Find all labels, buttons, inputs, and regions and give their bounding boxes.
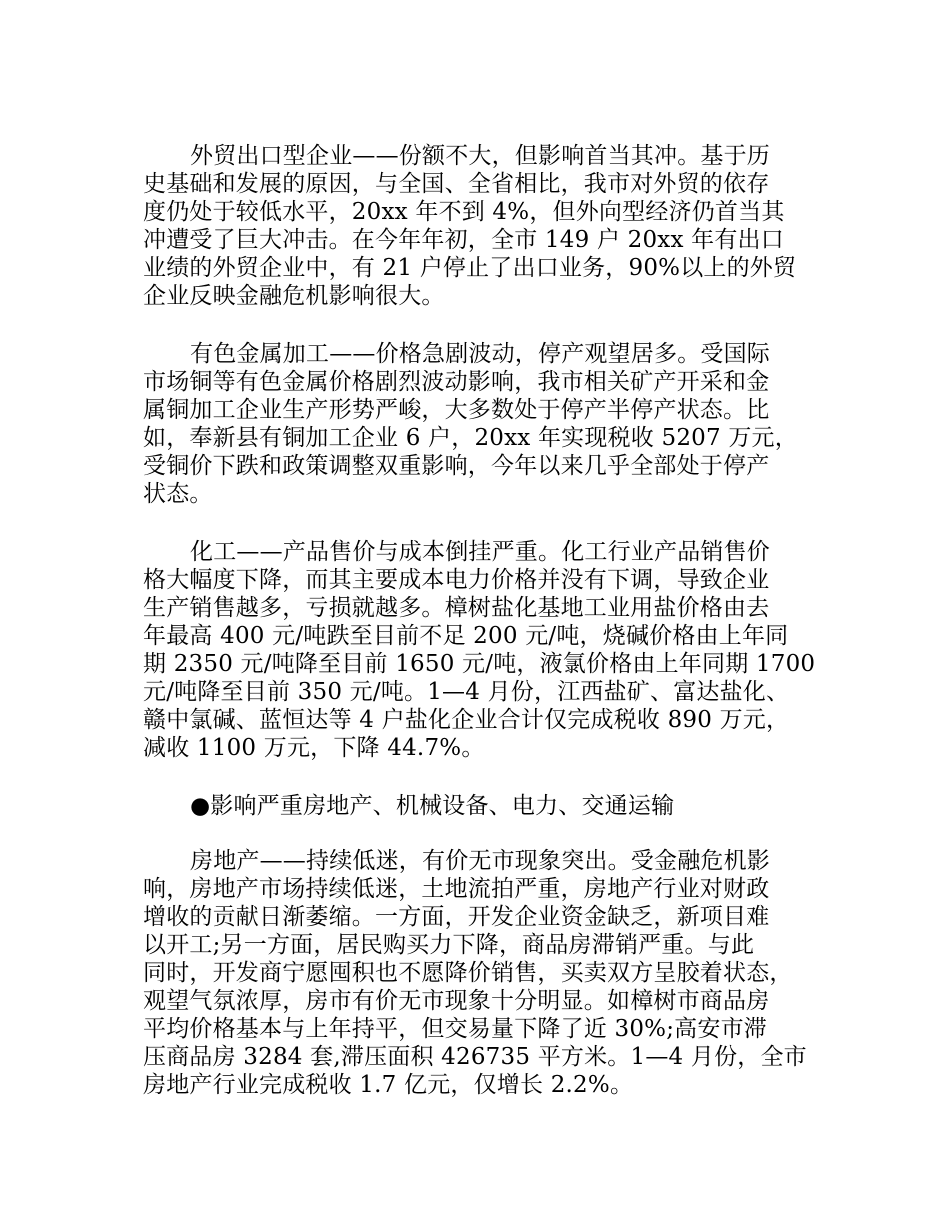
text-line: 平均价格基本与上年持平，但交易量下降了近 30%;高安市滞 bbox=[143, 1016, 767, 1042]
text-line: 受铜价下跌和政策调整双重影响，今年以来几乎全部处于停产 bbox=[143, 453, 770, 479]
text-line: 元/吨降至目前 350 元/吨。1—4 月份，江西盐矿、富达盐化、 bbox=[143, 679, 790, 705]
text-line: 化工——产品售价与成本倒挂严重。化工行业产品销售价 bbox=[190, 539, 770, 565]
text-line: 有色金属加工——价格急剧波动，停产观望居多。受国际 bbox=[190, 341, 770, 367]
text-line: 房地产——持续低迷，有价无市现象突出。受金融危机影 bbox=[190, 848, 770, 874]
text-line: 外贸出口型企业——份额不大，但影响首当其冲。基于历 bbox=[190, 143, 770, 169]
text-line: 状态。 bbox=[143, 481, 213, 507]
section-heading bbox=[143, 792, 843, 820]
text-line: 史基础和发展的原因，与全国、全省相比，我市对外贸的依存 bbox=[143, 171, 770, 197]
text-line: 同时，开发商宁愿囤积也不愿降价销售，买卖双方呈胶着状态， bbox=[143, 960, 793, 986]
text-line: 减收 1100 万元，下降 44.7%。 bbox=[143, 735, 485, 761]
text-line: 生产销售越多，亏损就越多。樟树盐化基地工业用盐价格由去 bbox=[143, 595, 770, 621]
paragraph bbox=[143, 538, 843, 762]
paragraph bbox=[143, 142, 843, 310]
text-line: 市场铜等有色金属价格剧烈波动影响，我市相关矿产开采和金 bbox=[143, 369, 770, 395]
text-line: 格大幅度下降，而其主要成本电力价格并没有下调，导致企业 bbox=[143, 567, 770, 593]
text-line: 属铜加工企业生产形势严峻，大多数处于停产半停产状态。比 bbox=[143, 397, 770, 423]
text-line: 压商品房 3284 套,滞压面积 426735 平方米。1—4 月份，全市 bbox=[143, 1044, 807, 1070]
document-body bbox=[143, 142, 843, 1129]
text-line: 赣中氯碱、蓝恒达等 4 户盐化企业合计仅完成税收 890 万元， bbox=[143, 707, 790, 733]
text-line: 期 2350 元/吨降至目前 1650 元/吨，液氯价格由上年同期 1700 bbox=[143, 651, 816, 677]
text-line: 房地产行业完成税收 1.7 亿元，仅增长 2.2%。 bbox=[143, 1072, 634, 1098]
text-line: 以开工;另一方面，居民购买力下降，商品房滞销严重。与此 bbox=[143, 932, 755, 958]
text-line: 度仍处于较低水平，20xx 年不到 4%，但外向型经济仍首当其 bbox=[143, 199, 785, 225]
text-line: 观望气氛浓厚，房市有价无市现象十分明显。如樟树市商品房 bbox=[143, 988, 770, 1014]
text-line: 年最高 400 元/吨跌至目前不足 200 元/吨，烧碱价格由上年同 bbox=[143, 623, 789, 649]
paragraph bbox=[143, 847, 843, 1099]
text-line: 如，奉新县有铜加工企业 6 户，20xx 年实现税收 5207 万元， bbox=[143, 425, 798, 451]
text-line: 增收的贡献日渐萎缩。一方面，开发企业资金缺乏，新项目难 bbox=[143, 904, 770, 930]
paragraph bbox=[143, 340, 843, 508]
text-line: 冲遭受了巨大冲击。在今年年初，全市 149 户 20xx 年有出口 bbox=[143, 227, 784, 253]
text-line: ●影响严重房地产、机械设备、电力、交通运输 bbox=[190, 793, 675, 819]
text-line: 响，房地产市场持续低迷，土地流拍严重，房地产行业对财政 bbox=[143, 876, 770, 902]
text-line: 企业反映金融危机影响很大。 bbox=[143, 283, 445, 309]
text-line: 业绩的外贸企业中，有 21 户停止了出口业务，90%以上的外贸 bbox=[143, 255, 797, 281]
